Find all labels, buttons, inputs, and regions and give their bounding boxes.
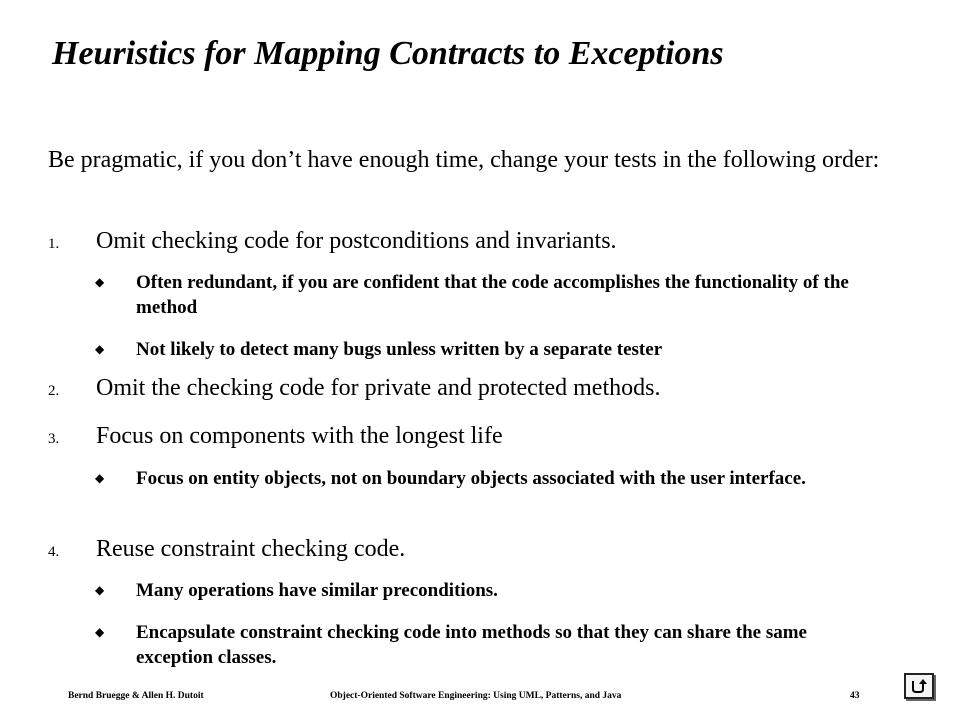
list-number: 1.	[48, 236, 60, 252]
sub-bullet-text: Focus on entity objects, not on boundary objects associated with the user interface.	[136, 468, 806, 489]
footer-page-number: 43	[850, 691, 860, 701]
list-item-text: Omit checking code for postconditions and invariants.	[96, 228, 617, 254]
footer-book-title: Object-Oriented Software Engineering: Using UML, Patterns, and Java	[330, 691, 622, 701]
list-number: 2.	[48, 383, 60, 399]
list-item-4	[48, 534, 908, 564]
sub-bullet-text: Not likely to detect many bugs unless written by a separate tester	[136, 339, 663, 360]
list-item-3	[48, 421, 908, 451]
list-item-1	[48, 226, 908, 256]
list-item-2	[48, 373, 908, 403]
return-nav-button[interactable]	[904, 673, 934, 699]
slide-title: Heuristics for Mapping Contracts to Exceptions	[52, 35, 724, 72]
sub-bullet-text: Often redundant, if you are confident that the code accomplishes the functionality of the method	[136, 272, 849, 318]
list-item-text: Focus on components with the longest life	[96, 423, 503, 449]
footer-authors: Bernd Bruegge & Allen H. Dutoit	[68, 691, 204, 701]
sub-bullet	[88, 337, 888, 362]
list-item-text: Omit the checking code for private and protected methods.	[96, 375, 661, 401]
list-number: 4.	[48, 544, 60, 560]
sub-bullet	[88, 578, 888, 603]
diamond-bullet-icon: ◆	[95, 342, 105, 356]
intro-paragraph: Be pragmatic, if you don’t have enough time, change your tests in the following order:	[48, 147, 880, 173]
diamond-bullet-icon: ◆	[95, 275, 105, 289]
sub-bullet-text: Many operations have similar preconditions.	[136, 580, 498, 601]
diamond-bullet-icon: ◆	[95, 583, 105, 597]
sub-bullet	[88, 270, 888, 320]
list-number: 3.	[48, 431, 60, 447]
list-item-text: Reuse constraint checking code.	[96, 536, 406, 562]
sub-bullet	[88, 466, 888, 491]
diamond-bullet-icon: ◆	[95, 471, 105, 485]
diamond-bullet-icon: ◆	[95, 625, 105, 639]
sub-bullet-text: Encapsulate constraint checking code into methods so that they can share the same exception classes.	[136, 622, 807, 668]
sub-bullet	[88, 620, 888, 670]
return-arrow-icon	[909, 678, 929, 694]
